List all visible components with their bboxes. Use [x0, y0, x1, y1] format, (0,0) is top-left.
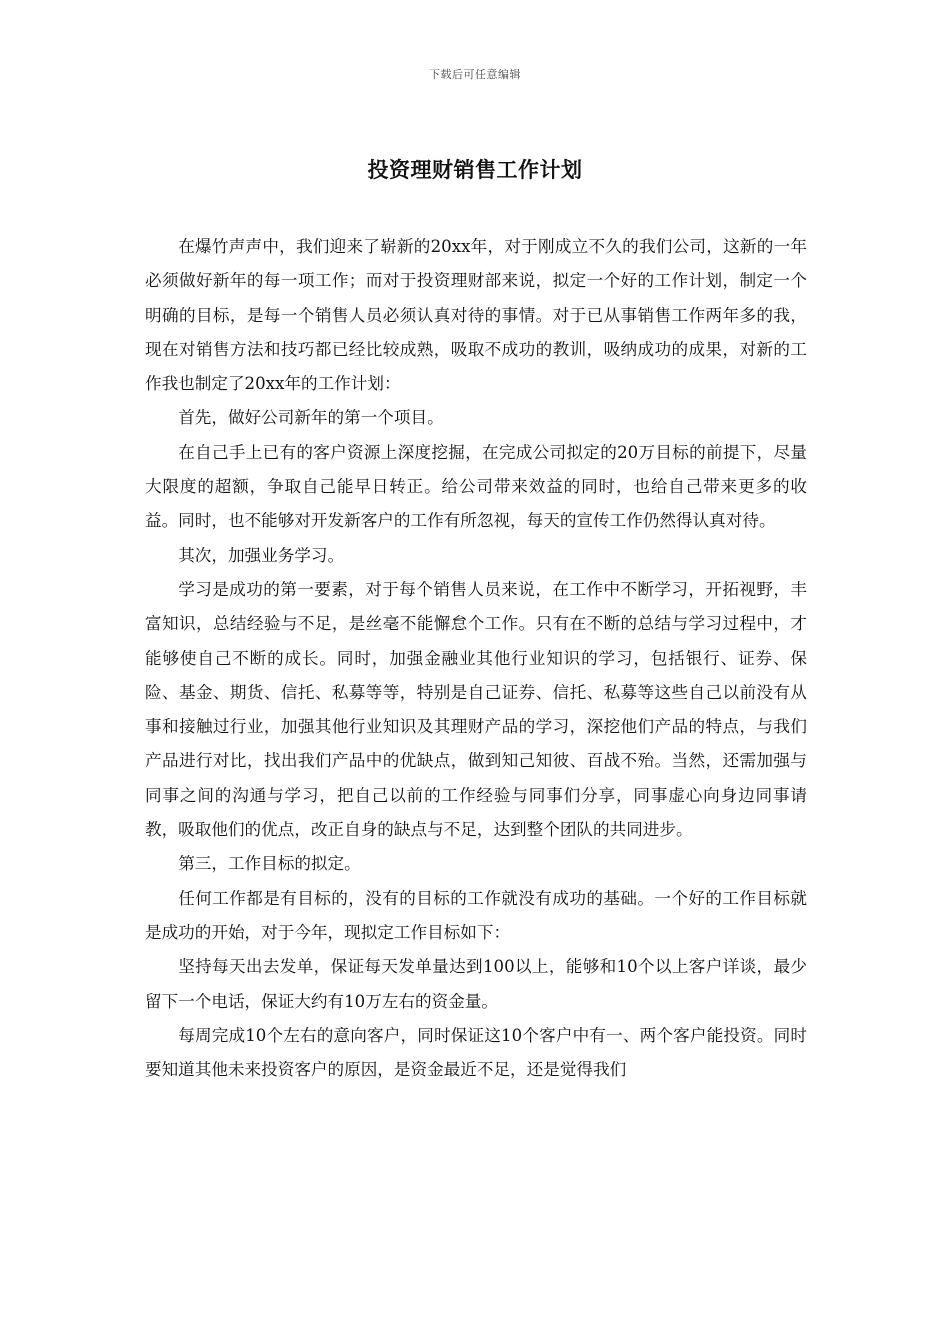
- paragraph-weekly-goal: 每周完成10个左右的意向客户，同时保证这10个客户中有一、两个客户能投资。同时要知道其他未来投资客户的原因，是资金最近不足，还是觉得我们: [145, 1025, 807, 1080]
- paragraph-first-detail: 在自己手上已有的客户资源上深度挖掘，在完成公司拟定的20万目标的前提下，尽量大限度的超额，争取自己能早日转正。给公司带来效益的同时，也给自己带来更多的收益。同时，也不能够对开发新客户的工作有所忽视，每天的宣传工作仍然得认真对待。: [145, 442, 807, 531]
- document-body: [145, 230, 807, 1087]
- document-title: 投资理财销售工作计划: [367, 157, 583, 182]
- paragraph-daily-goal: 坚持每天出去发单，保证每天发单量达到100以上，能够和10个以上客户详谈，最少留下一个电话，保证大约有10万左右的资金量。: [145, 957, 807, 1011]
- paragraph-second-detail: 学习是成功的第一要素，对于每个销售人员来说，在工作中不断学习，开拓视野，丰富知识，总结经验与不足，是丝毫不能懈怠个工作。只有在不断的总结与学习过程中，才能够使自己不断的成长。同时，加强金融业其他行业知识的学习，包括银行、证券、保险、基金、期货、信托、私募等等，特别是自己证券、信托、私募等这些自己以前没有从事和接触过行业，加强其他行业知识及其理财产品的学习，深挖他们产品的特点，与我们产品进行对比，找出我们产品中的优缺点，做到知己知彼、百战不殆。当然，还需加强与同事之间的沟通与学习，把自己以前的工作经验与同事们分享，同事虚心向身边同事请教，吸取他们的优点，改正自身的缺点与不足，达到整个团队的共同进步。: [145, 579, 807, 840]
- paragraph-heading-first: 首先，做好公司新年的第一个项目。: [178, 408, 444, 428]
- paragraph-heading-second: 其次，加强业务学习。: [178, 545, 345, 565]
- paragraph-heading-third: 第三，工作目标的拟定。: [178, 854, 361, 874]
- header-note: 下载后可任意编辑: [429, 68, 521, 81]
- paragraph-intro: 在爆竹声声中，我们迎来了崭新的20xx年，对于刚成立不久的我们公司，这新的一年必须做好新年的每一项工作；而对于投资理财部来说，拟定一个好的工作计划，制定一个明确的目标，是每一个销售人员必须认真对待的事情。对于已从事销售工作两年多的我，现在对销售方法和技巧都已经比较成熟，吸取不成功的教训，吸纳成功的成果，对新的工作我也制定了20xx年的工作计划：: [145, 237, 807, 394]
- paragraph-third-detail: 任何工作都是有目标的，没有的目标的工作就没有成功的基础。一个好的工作目标就是成功的开始，对于今年，现拟定工作目标如下：: [145, 888, 807, 942]
